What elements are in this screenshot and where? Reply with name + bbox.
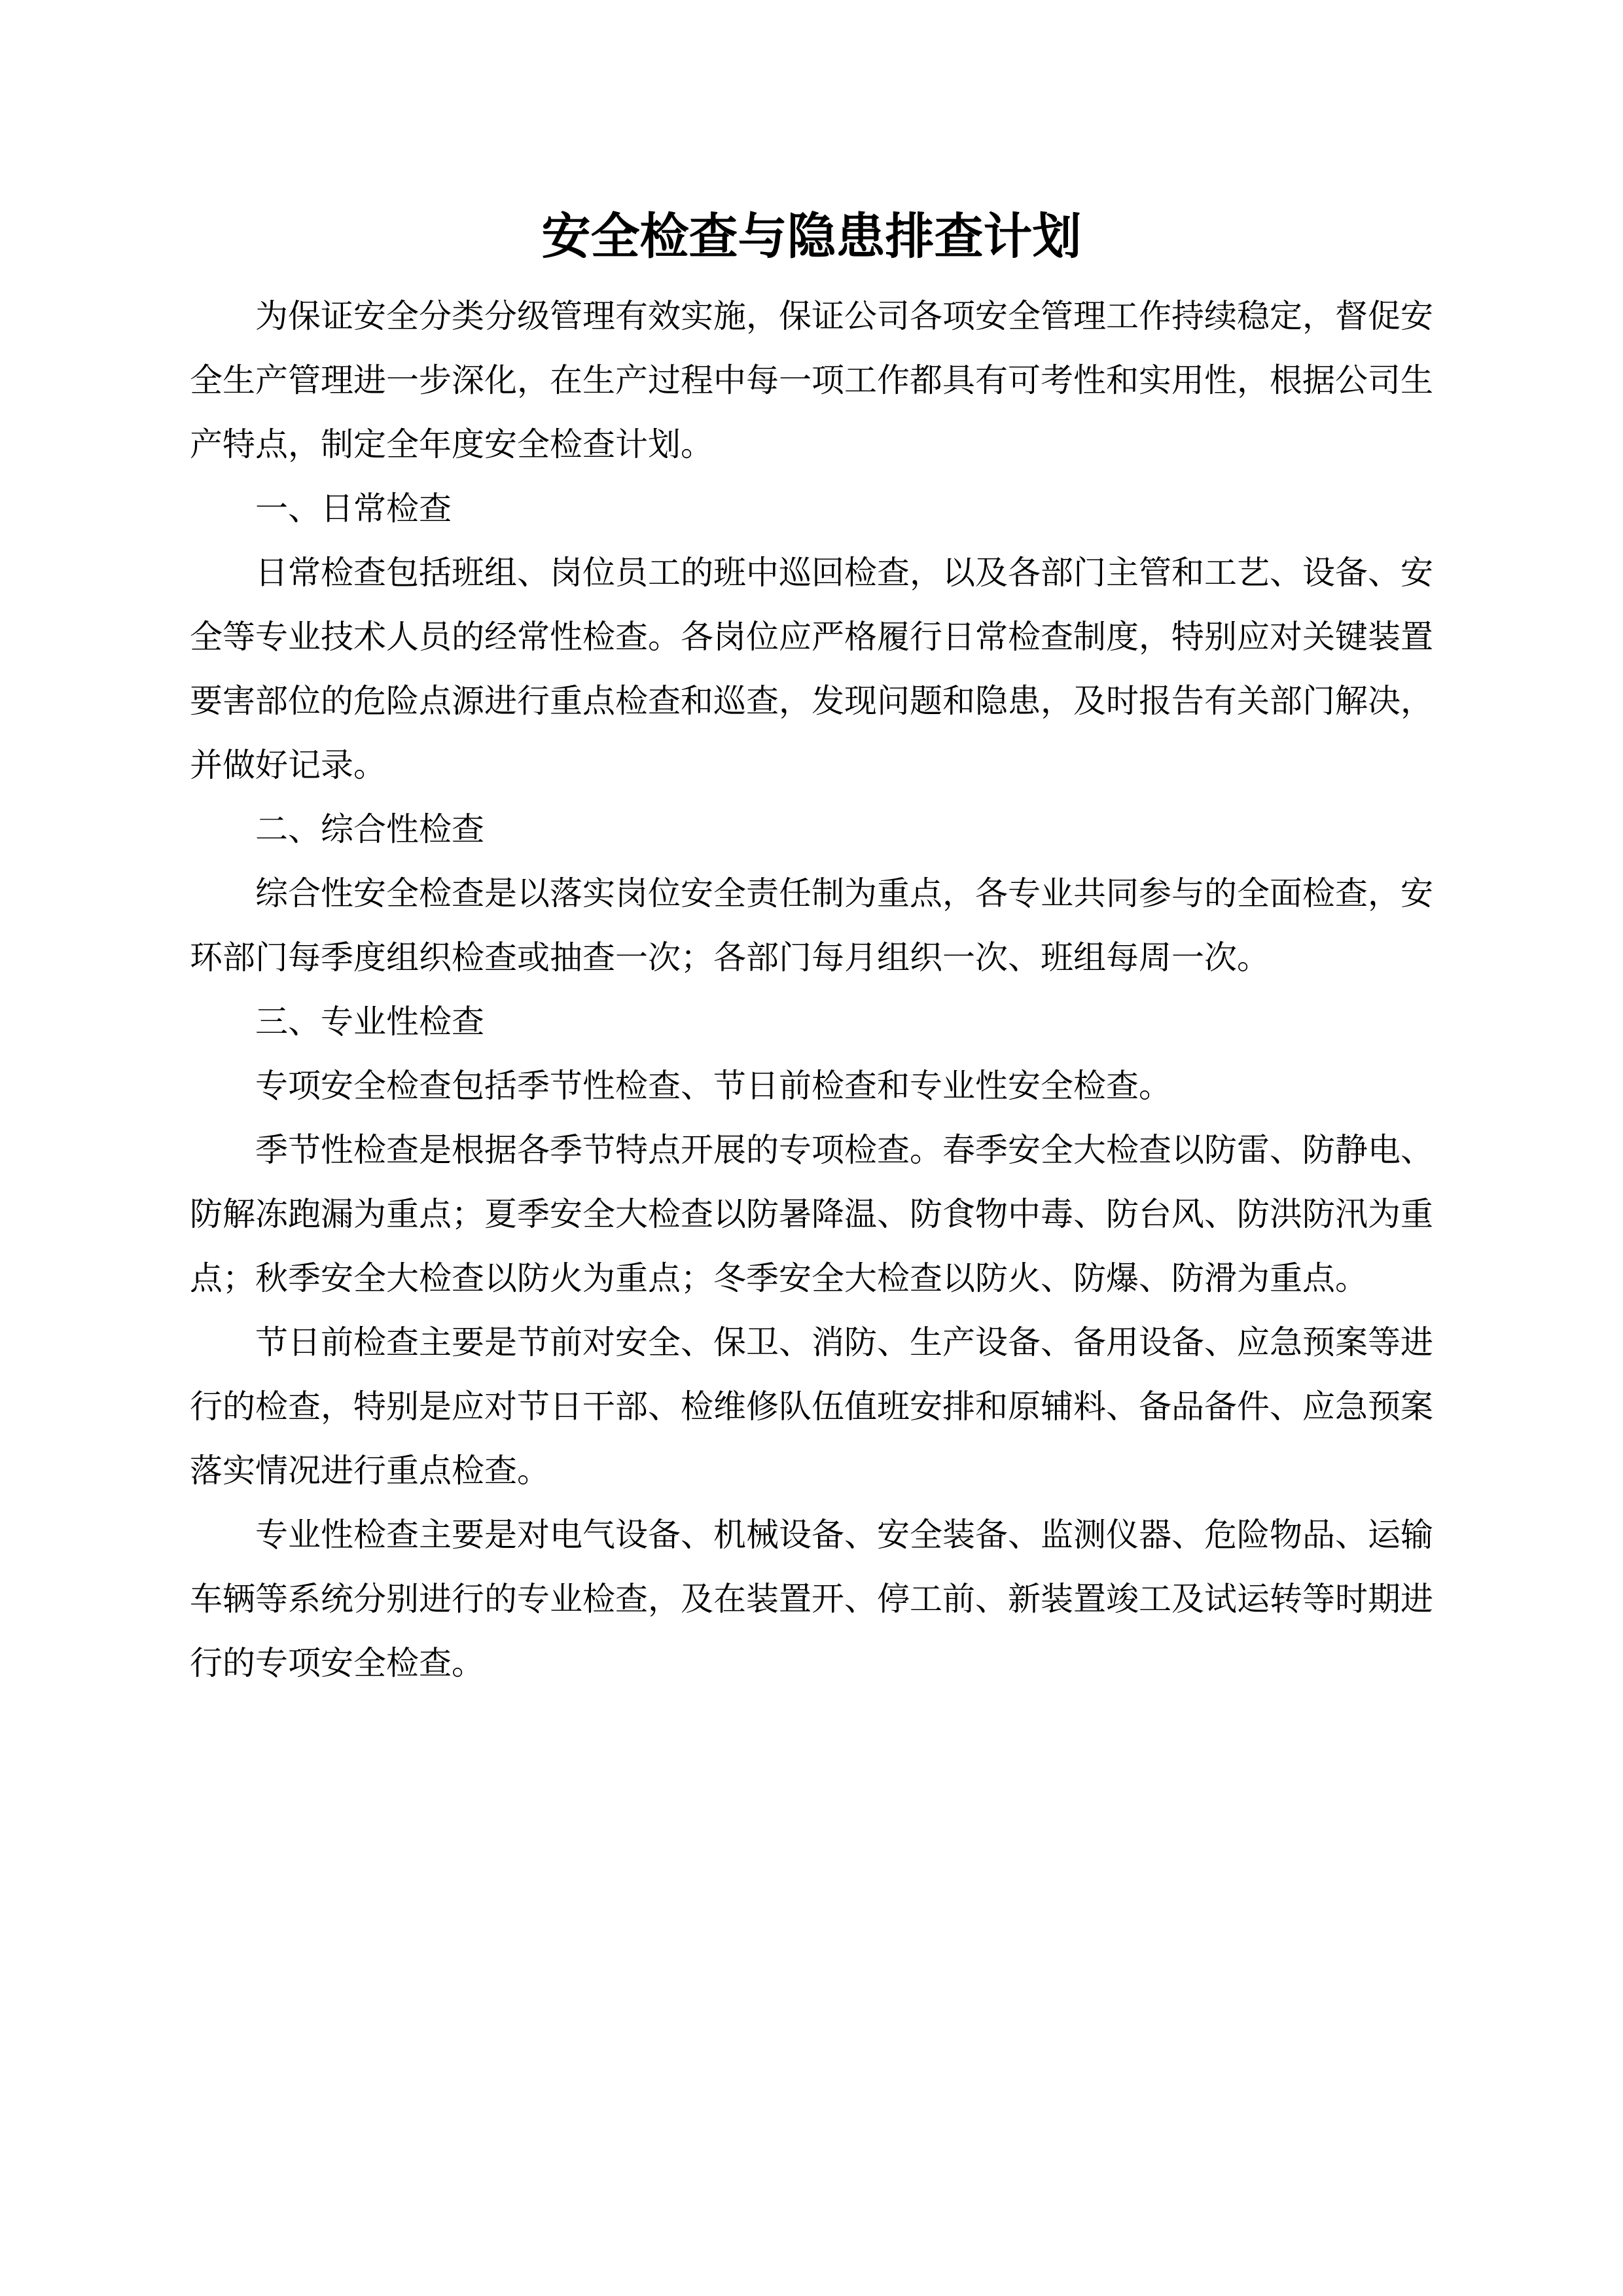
paragraph [190, 541, 1433, 797]
text-line: 全生产管理进一步深化，在生产过程中每一项工作都具有可考性和实用性，根据公司生 [190, 362, 1433, 399]
text-line: 车辆等系统分别进行的专业检查，及在装置开、停工前、新装置竣工及试运转等时期进 [190, 1581, 1433, 1617]
text-line: 专项安全检查包括季节性检查、节日前检查和专业性安全检查。 [255, 1067, 1171, 1104]
text-line: 并做好记录。 [190, 747, 386, 783]
paragraph [190, 1118, 1433, 1310]
section-heading [190, 797, 1433, 861]
section-heading [190, 990, 1433, 1054]
document-body [190, 284, 1433, 1695]
text-line: 日常检查包括班组、岗位员工的班中巡回检查，以及各部门主管和工艺、设备、安 [255, 554, 1433, 591]
text-line: 产特点，制定全年度安全检查计划。 [190, 426, 713, 463]
heading-line: 三、专业性检查 [255, 1003, 484, 1040]
text-line: 落实情况进行重点检查。 [190, 1452, 550, 1489]
document-title: 安全检查与隐患排查计划 [541, 210, 1082, 264]
text-line: 行的专项安全检查。 [190, 1645, 484, 1681]
text-line: 要害部位的危险点源进行重点检查和巡查，发现问题和隐患，及时报告有关部门解决， [190, 683, 1433, 719]
paragraph [190, 1310, 1433, 1503]
paragraph [190, 1054, 1433, 1118]
text-line: 专业性检查主要是对电气设备、机械设备、安全装备、监测仪器、危险物品、运输 [255, 1516, 1433, 1553]
text-line: 为保证安全分类分级管理有效实施，保证公司各项安全管理工作持续稳定，督促安 [255, 298, 1433, 334]
section-heading [190, 476, 1433, 541]
text-line: 点；秋季安全大检查以防火为重点；冬季安全大检查以防火、防爆、防滑为重点。 [190, 1260, 1368, 1297]
paragraph [190, 1503, 1433, 1695]
text-line: 防解冻跑漏为重点；夏季安全大检查以防暑降温、防食物中毒、防台风、防洪防汛为重 [190, 1196, 1433, 1232]
text-line: 环部门每季度组织检查或抽查一次；各部门每月组织一次、班组每周一次。 [190, 939, 1270, 976]
paragraph [190, 284, 1433, 476]
paragraph [190, 861, 1433, 990]
text-line: 节日前检查主要是节前对安全、保卫、消防、生产设备、备用设备、应急预案等进 [255, 1324, 1433, 1361]
text-line: 全等专业技术人员的经常性检查。各岗位应严格履行日常检查制度，特别应对关键装置 [190, 619, 1433, 655]
heading-line: 二、综合性检查 [255, 811, 484, 848]
heading-line: 一、日常检查 [255, 490, 452, 527]
text-line: 季节性检查是根据各季节特点开展的专项检查。春季安全大检查以防雷、防静电、 [255, 1132, 1433, 1168]
text-line: 行的检查，特别是应对节日干部、检维修队伍值班安排和原辅料、备品备件、应急预案 [190, 1388, 1433, 1425]
text-line: 综合性安全检查是以落实岗位安全责任制为重点，各专业共同参与的全面检查，安 [255, 875, 1433, 912]
